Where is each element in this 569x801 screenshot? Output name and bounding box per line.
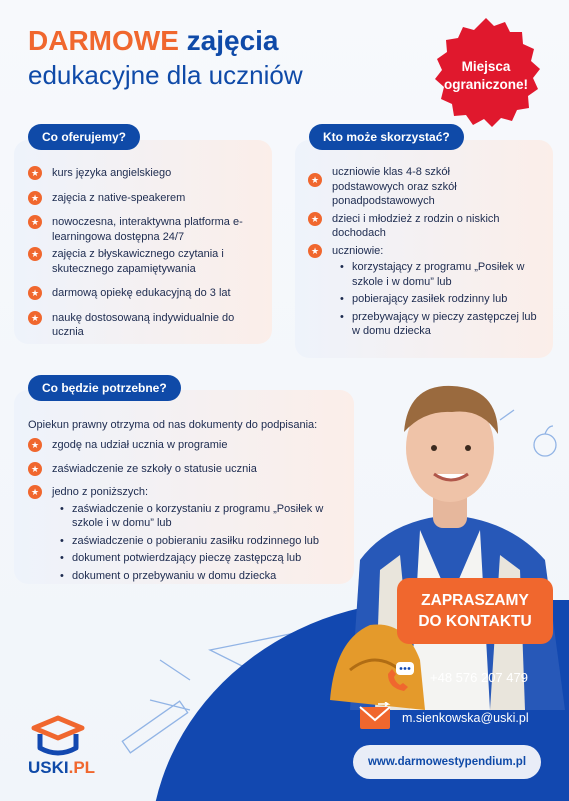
- list-item: • korzystający z programu „Posiłek w szkole i w domu” lub: [340, 260, 540, 289]
- list-item: ★ zajęcia z native-speakerem: [28, 191, 264, 206]
- star-icon: ★: [28, 191, 42, 205]
- star-icon: ★: [308, 212, 322, 226]
- cta-line-2: DO KONTAKTU: [418, 613, 532, 630]
- list-item: ★ zaświadczenie ze szkoły o statusie ucznia: [28, 462, 348, 477]
- list-item: • zaświadczenie o pobieraniu zasiłku rodzinnego lub: [60, 534, 330, 549]
- needed-sub-list: [60, 502, 330, 584]
- star-icon: ★: [308, 244, 322, 258]
- offer-title: Co oferujemy?: [28, 124, 140, 150]
- contact-cta: [397, 578, 553, 644]
- list-item: • dokument potwierdzający pieczę zastępczą lub: [60, 551, 330, 566]
- cta-line-1: ZAPRASZAMY: [421, 592, 529, 609]
- list-item: • pobierający zasiłek rodzinny lub: [340, 292, 540, 307]
- eligible-sub-list: [340, 260, 540, 339]
- needed-title: Co będzie potrzebne?: [28, 375, 181, 401]
- needed-list: [28, 438, 348, 586]
- list-item: ★ uczniowie klas 4-8 szkół podstawowych oraz szkół ponadpodstawowych: [308, 165, 508, 209]
- envelope-icon: [358, 702, 394, 732]
- headline-line-2: edukacyjne dla uczniów: [28, 60, 303, 90]
- phone-icon: [386, 662, 418, 692]
- badge-line-2: ograniczone!: [443, 77, 528, 92]
- website-link[interactable]: www.darmowestypendium.pl: [353, 745, 541, 779]
- uski-logo: [26, 714, 106, 784]
- needed-intro: Opiekun prawny otrzyma od nas dokumenty do podpisania:: [28, 419, 318, 431]
- star-icon: ★: [28, 311, 42, 325]
- list-item: • dokument o przebywaniu w domu dziecka: [60, 569, 330, 584]
- star-icon: ★: [28, 485, 42, 499]
- list-item: ★ darmową opiekę edukacyjną do 3 lat: [28, 286, 264, 301]
- star-icon: ★: [28, 247, 42, 261]
- list-item: ★ zgodę na udział ucznia w programie: [28, 438, 348, 453]
- list-item: ★ uczniowie: • korzystający z programu „Posiłek w szkole i w domu” lub • pobierający zasiłek rodzinny lub • przebywający w pieczy zastępczej lub w domu dziecka: [308, 244, 544, 339]
- badge-text: [426, 58, 546, 94]
- graduation-cap-icon: [30, 714, 86, 758]
- star-icon: ★: [28, 166, 42, 180]
- eligible-list: [308, 165, 544, 342]
- phone-number[interactable]: +48 576 207 479: [430, 670, 528, 685]
- list-item: ★ zajęcia z błyskawicznego czytania i skutecznego zapamiętywania: [28, 247, 248, 276]
- headline-line-1-rest: zajęcia: [178, 25, 279, 56]
- list-item: ★ jedno z poniższych: • zaświadczenie o korzystaniu z programu „Posiłek w szkole i w domu” lub • zaświadczenie o pobieraniu zasiłku rodzinnego lub • dokument potwierdzający pieczę zastępczą lub • dokument o przebywaniu w domu dziecka: [28, 485, 348, 583]
- list-item: ★ dzieci i młodzież z rodzin o niskich dochodach: [308, 212, 523, 241]
- star-icon: ★: [308, 173, 322, 187]
- eligible-title: Kto może skorzystać?: [309, 124, 464, 150]
- logo-wordmark: USKI.PL: [28, 758, 96, 777]
- limited-places-badge: [426, 16, 546, 136]
- star-icon: ★: [28, 215, 42, 229]
- email-address[interactable]: m.sienkowska@uski.pl: [402, 711, 529, 725]
- list-item: ★ kurs języka angielskiego: [28, 166, 264, 181]
- list-item: • zaświadczenie o korzystaniu z programu „Posiłek w szkole i w domu” lub: [60, 502, 330, 531]
- headline-accent: DARMOWE: [28, 25, 179, 56]
- star-icon: ★: [28, 438, 42, 452]
- student-photo: [330, 370, 569, 710]
- list-item: ★ nowoczesna, interaktywna platforma e-learningowa dostępna 24/7: [28, 215, 248, 244]
- offer-list: [28, 166, 264, 340]
- headline-line-1: [28, 24, 303, 58]
- badge-line-1: Miejsca: [461, 59, 511, 74]
- headline: [28, 24, 303, 92]
- star-icon: ★: [28, 462, 42, 476]
- list-item: ★ naukę dostosowaną indywidualnie do ucznia: [28, 311, 248, 340]
- list-item: • przebywający w pieczy zastępczej lub w domu dziecka: [340, 310, 540, 339]
- star-icon: ★: [28, 286, 42, 300]
